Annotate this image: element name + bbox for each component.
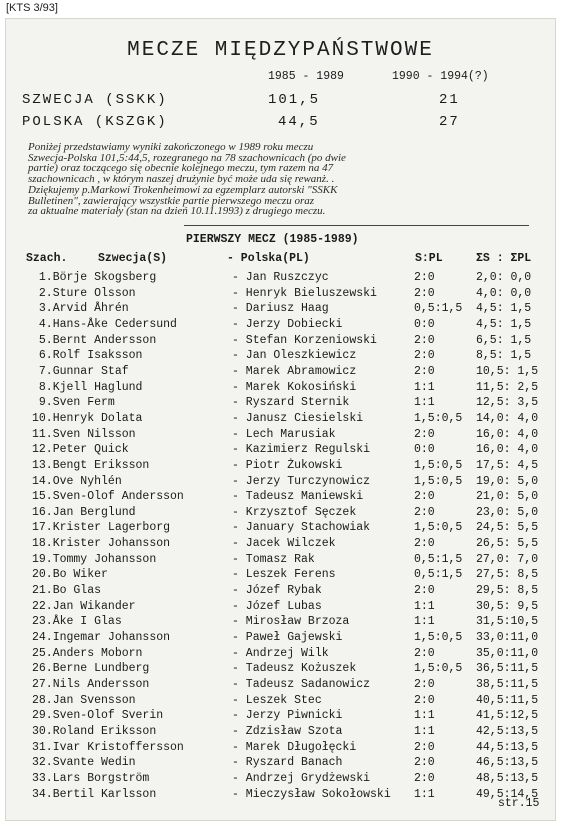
swedish-player: 22.Jan Wikander [32, 599, 136, 613]
game-score: 2:0 [414, 505, 435, 519]
polish-player: - January Stachowiak [232, 521, 371, 535]
game-score: 2:0 [414, 756, 435, 770]
game-score: 1,5:0,5 [414, 521, 463, 535]
table-row [6, 459, 555, 474]
polish-player: - Marek Abramowicz [232, 364, 357, 378]
game-score: 2:0 [414, 271, 435, 284]
swedish-player: 28.Jan Svensson [32, 693, 136, 707]
running-total: 40,5:11,5 [476, 693, 539, 707]
swedish-player: 16.Jan Berglund [32, 505, 136, 519]
table-row [6, 694, 555, 709]
running-total: 33,0:11,0 [476, 631, 539, 644]
swedish-player: 24.Ingemar Johansson [32, 631, 171, 644]
polish-player: - Jerzy Dobiecki [232, 317, 343, 331]
total-sweden-period2: 21 [439, 92, 460, 108]
swedish-player: 11.Sven Nilsson [32, 427, 136, 441]
running-total: 36,5:11,5 [476, 662, 539, 676]
table-row [6, 506, 555, 521]
running-total: 16,0: 4,0 [476, 427, 539, 441]
polish-player: - Zdzisław Szota [232, 724, 343, 738]
polish-player: - Józef Lubas [232, 599, 322, 613]
table-row [6, 428, 555, 443]
intro-line: Poniżej przedstawiamy wyniki zakończonego w 1989 roku meczu [28, 141, 314, 153]
game-score: 0,5:1,5 [414, 302, 463, 316]
polish-player: - Krzysztof Sęczek [232, 505, 357, 519]
swedish-player: 29.Sven-Olof Sverin [32, 709, 164, 723]
running-total: 21,0: 5,0 [476, 490, 539, 504]
table-row [6, 271, 555, 286]
running-total: 42,5:13,5 [476, 724, 539, 738]
intro-paragraph [28, 142, 540, 217]
polish-player: - Ryszard Sternik [232, 396, 350, 410]
game-score: 1:1 [414, 380, 435, 394]
game-score: 2:0 [414, 740, 435, 754]
polish-player: - Piotr Żukowski [232, 458, 343, 472]
polish-player: - Ryszard Banach [232, 756, 343, 770]
polish-player: - Jerzy Turczynowicz [232, 474, 371, 488]
game-score: 2:0 [414, 693, 435, 707]
game-score: 1:1 [414, 709, 435, 723]
table-row [6, 631, 555, 646]
table-row [6, 568, 555, 583]
game-score: 2:0 [414, 646, 435, 660]
swedish-player: 5.Bernt Andersson [32, 333, 157, 347]
swedish-player: 30.Roland Eriksson [32, 724, 157, 738]
swedish-player: 34.Bertil Karlsson [32, 787, 157, 801]
swedish-player: 4.Hans-Åke Cedersund [32, 317, 177, 331]
table-row [6, 772, 555, 787]
polish-player: - Tadeusz Kożuszek [232, 662, 357, 676]
intro-line: partie) oraz toczącego się obecnie kolejnego meczu, tym razem na 47 [28, 162, 334, 175]
polish-player: - Kazimierz Regulski [232, 443, 371, 457]
game-score: 2:0 [414, 427, 435, 441]
swedish-player: 20.Bo Wiker [32, 568, 108, 582]
polish-player: - Stefan Korzeniowski [232, 333, 377, 347]
table-row [6, 475, 555, 490]
polish-player: - Janusz Ciesielski [232, 411, 364, 425]
game-score: 1,5:0,5 [414, 662, 463, 676]
table-row [6, 584, 555, 599]
game-score: 2:0 [414, 677, 435, 691]
running-total: 41,5:12,5 [476, 709, 539, 723]
swedish-player: 18.Krister Johansson [32, 537, 171, 550]
polish-player: - Tadeusz Sadanowicz [232, 677, 371, 691]
running-total: 23,0: 5,0 [476, 505, 539, 519]
document-tag: [KTS 3/93] [6, 2, 58, 14]
intro-line: Dziękujemy p.Markowi Trokenheimowi za egzemplarz autorski "SSKK [28, 183, 338, 196]
swedish-player: 15.Sven-Olof Andersson [32, 490, 184, 504]
running-total: 12,5: 3,5 [476, 396, 539, 410]
game-score: 2:0 [414, 490, 435, 504]
table-row [6, 725, 555, 740]
table-row [6, 365, 555, 380]
running-total: 44,5:13,5 [476, 740, 539, 754]
table-row [6, 709, 555, 724]
running-total: 16,0: 4,0 [476, 443, 539, 457]
running-total: 4,0: 0,0 [476, 286, 532, 300]
total-team-poland: POLSKA (KSZGK) [22, 114, 168, 130]
game-score: 1:1 [414, 599, 435, 613]
game-score: 1,5:0,5 [414, 474, 463, 488]
game-score: 0:0 [414, 443, 435, 457]
swedish-player: 14.Ove Nyhlén [32, 474, 122, 488]
table-row [6, 662, 555, 677]
swedish-player: 13.Bengt Eriksson [32, 458, 150, 472]
running-total: 11,5: 2,5 [476, 380, 539, 394]
running-total: 31,5:10,5 [476, 615, 539, 629]
table-row [6, 678, 555, 693]
running-total: 10,5: 1,5 [476, 364, 539, 378]
running-total: 35,0:11,0 [476, 646, 539, 660]
swedish-player: 9.Sven Ferm [32, 396, 115, 410]
period-header-1: 1985 - 1989 [268, 70, 344, 83]
swedish-player: 7.Gunnar Staf [32, 364, 129, 378]
polish-player: - Tomasz Rak [232, 552, 315, 566]
running-total: 8,5: 1,5 [476, 349, 532, 363]
section-divider [184, 225, 529, 226]
game-score: 2:0 [414, 584, 435, 597]
game-score: 2:0 [414, 537, 435, 550]
game-score: 1:1 [414, 724, 435, 738]
total-sweden-period1: 101,5 [268, 92, 321, 108]
running-total: 24,5: 5,5 [476, 521, 539, 535]
swedish-player: 23.Åke I Glas [32, 615, 122, 629]
running-total: 26,5: 5,5 [476, 537, 539, 550]
polish-player: - Tadeusz Maniewski [232, 490, 364, 504]
running-total: 48,5:13,5 [476, 771, 539, 785]
game-score: 1:1 [414, 396, 435, 410]
polish-player: - Jan Ruszczyc [232, 271, 329, 284]
swedish-player: 2.Sture Olsson [32, 286, 136, 300]
game-score: 1,5:0,5 [414, 631, 463, 644]
total-poland-period1: 44,5 [278, 114, 320, 130]
running-total: 29,5: 8,5 [476, 584, 539, 597]
table-row [6, 287, 555, 302]
polish-player: - Jerzy Piwnicki [232, 709, 343, 723]
intro-line: za aktualne materiały (stan na dzień 10.11.1993) z drugiego meczu. [28, 205, 326, 218]
table-row [6, 553, 555, 568]
running-total: 30,5: 9,5 [476, 599, 539, 613]
polish-player: - Jacek Wilczek [232, 537, 336, 550]
intro-line: szachownicach , w którym naszej drużynie być może uda się rewanż. . [28, 173, 335, 186]
table-row [6, 741, 555, 756]
page-title: MECZE MIĘDZYPAŃSTWOWE [127, 39, 434, 62]
running-total: 49,5:14,5 [476, 787, 539, 801]
game-score: 1,5:0,5 [414, 458, 463, 472]
swedish-player: 12.Peter Quick [32, 443, 129, 457]
swedish-player: 33.Lars Borgström [32, 771, 150, 785]
polish-player: - Dariusz Haag [232, 302, 329, 316]
running-total: 4,5: 1,5 [476, 317, 532, 331]
table-row [6, 381, 555, 396]
game-score: 1:1 [414, 787, 435, 801]
table-row [6, 537, 555, 552]
section-title: PIERWSZY MECZ (1985-1989) [186, 233, 359, 246]
swedish-player: 17.Krister Lagerborg [32, 521, 171, 535]
polish-player: - Mieczysław Sokołowski [232, 787, 391, 801]
header-board: Szach. [26, 252, 68, 265]
table-row [6, 490, 555, 505]
game-score: 0,5:1,5 [414, 568, 463, 582]
header-poland: - Polska(PL) [227, 252, 310, 265]
game-score: 2:0 [414, 771, 435, 785]
swedish-player: 31.Ivar Kristoffersson [32, 740, 184, 754]
table-row [6, 412, 555, 427]
table-row [6, 318, 555, 333]
swedish-player: 10.Henryk Dolata [32, 411, 143, 425]
game-score: 0,5:1,5 [414, 552, 463, 566]
table-row [6, 334, 555, 349]
running-total: 4,5: 1,5 [476, 302, 532, 316]
header-totals: ΣS : ΣPL [476, 252, 532, 265]
game-score: 0:0 [414, 317, 435, 331]
game-score: 2:0 [414, 333, 435, 347]
swedish-player: 25.Anders Moborn [32, 646, 143, 660]
table-row [6, 396, 555, 411]
running-total: 2,0: 0,0 [476, 271, 532, 284]
running-total: 14,0: 4,0 [476, 411, 539, 425]
intro-line: Bulletinen", zawierający wszystkie partie pierwszego meczu oraz [28, 194, 314, 207]
polish-player: - Andrzej Grydżewski [232, 771, 371, 785]
page-number: str.15 [498, 797, 540, 810]
running-total: 38,5:11,5 [476, 677, 539, 691]
table-row [6, 600, 555, 615]
table-row [6, 521, 555, 536]
polish-player: - Andrzej Wilk [232, 646, 329, 660]
table-row [6, 615, 555, 630]
swedish-player: 19.Tommy Johansson [32, 552, 157, 566]
polish-player: - Józef Rybak [232, 584, 322, 597]
intro-line: Szwecja-Polska 101,5:44,5, rozegranego na 78 szachownicach (po dwie [28, 151, 346, 164]
polish-player: - Marek Kokosiński [232, 380, 357, 394]
swedish-player: 3.Arvid Åhrén [32, 302, 129, 316]
polish-player: - Paweł Gajewski [232, 631, 343, 644]
game-score: 2:0 [414, 349, 435, 363]
swedish-player: 8.Kjell Haglund [32, 380, 143, 394]
header-sweden: Szwecja(S) [98, 252, 168, 265]
total-team-sweden: SZWECJA (SSKK) [22, 92, 168, 108]
table-row [6, 349, 555, 364]
polish-player: - Lech Marusiak [232, 427, 336, 441]
game-score: 1,5:0,5 [414, 411, 463, 425]
total-poland-period2: 27 [439, 114, 460, 130]
game-score: 2:0 [414, 286, 435, 300]
polish-player: - Leszek Ferens [232, 568, 336, 582]
swedish-player: 21.Bo Glas [32, 584, 102, 597]
running-total: 27,0: 7,0 [476, 552, 539, 566]
polish-player: - Mirosław Brzoza [232, 615, 350, 629]
running-total: 27,5: 8,5 [476, 568, 539, 582]
document-page [5, 18, 556, 821]
game-score: 2:0 [414, 364, 435, 378]
swedish-player: 27.Nils Andersson [32, 677, 150, 691]
table-row [6, 647, 555, 662]
table-row [6, 443, 555, 458]
polish-player: - Henryk Bieluszewski [232, 286, 377, 300]
period-header-2: 1990 - 1994(?) [392, 70, 489, 83]
running-total: 46,5:13,5 [476, 756, 539, 770]
swedish-player: 1.Börje Skogsberg [32, 271, 157, 284]
swedish-player: 6.Rolf Isaksson [32, 349, 143, 363]
table-row [6, 756, 555, 771]
table-row [6, 302, 555, 317]
swedish-player: 32.Svante Wedin [32, 756, 136, 770]
table-row [6, 788, 555, 803]
running-total: 19,0: 5,0 [476, 474, 539, 488]
header-score: S:PL [415, 252, 443, 265]
polish-player: - Jan Oleszkiewicz [232, 349, 357, 363]
running-total: 6,5: 1,5 [476, 333, 532, 347]
polish-player: - Leszek Stec [232, 693, 322, 707]
polish-player: - Marek Długołęcki [232, 740, 357, 754]
running-total: 17,5: 4,5 [476, 458, 539, 472]
game-score: 1:1 [414, 615, 435, 629]
swedish-player: 26.Berne Lundberg [32, 662, 150, 676]
